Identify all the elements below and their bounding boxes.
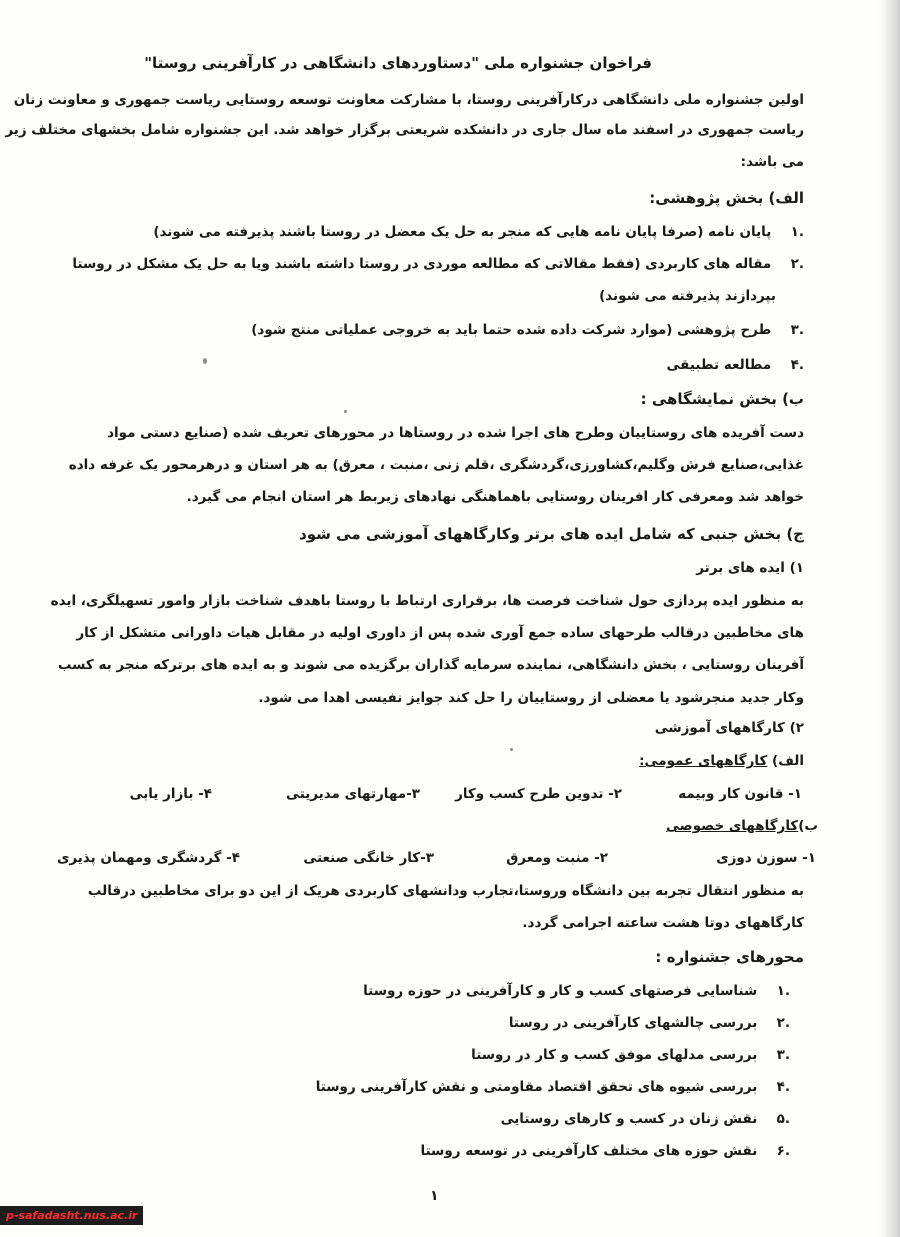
scan-speck [510, 748, 513, 751]
special-prefix: ب) [798, 818, 818, 834]
special-item-2: ۲- منبت ومعرق [506, 850, 608, 866]
research-item-number: .۲ [790, 256, 804, 272]
research-heading: الف) بخش پژوهشی: [649, 189, 804, 207]
ideas-line-1: به منظور ایده پردازی حول شناخت فرصت ها، برقراری ارتباط با روستا باهدف شناخت بازار وامور تسهیلگری، ایده [50, 593, 804, 609]
axes-item-number: .۱ [776, 983, 790, 999]
general-workshops-label [639, 750, 804, 772]
research-item-1 [153, 221, 804, 243]
axes-item-text: بررسی شیوه های تحقق اقتصاد مقاومتی و نقش کارآفرینی روستا [315, 1079, 758, 1095]
scan-speck [203, 358, 207, 364]
special-label: کارگاههای خصوصی [666, 818, 799, 834]
general-item-1: ۱- قانون کار وبیمه [678, 786, 802, 802]
axes-item-4 [316, 1076, 790, 1098]
research-item-3 [251, 319, 804, 341]
ideas-line-3: آفرینان روستایی ، بخش دانشگاهی، نماینده سرمایه گذاران برگزیده می شوند و به ایده های برترکه منجر به کسب [57, 657, 804, 673]
exhibition-heading: ب) بخش نمایشگاهی : [640, 390, 804, 408]
research-item-2-continued: بپردازند پذیرفته می شوند) [599, 288, 776, 304]
general-item-2: ۲- تدوین طرح کسب وکار [455, 786, 622, 802]
research-item-text: مطالعه تطبیقی [666, 357, 772, 373]
ideas-heading: ۱) ایده های برتر [696, 560, 804, 576]
research-item-number: .۴ [790, 357, 804, 373]
exhibition-line-2: غذایی،صنایع فرش وگلیم،کشاورزی،گردشگری ،قلم زنی ،منبت ، معرق) به هر استان و درهرمحور یک غرفه داده [68, 457, 804, 473]
scan-speck [344, 410, 347, 413]
axes-item-number: .۴ [776, 1079, 790, 1095]
ideas-line-2: های مخاطبین درقالب طرحهای ساده جمع آوری شده پس از داوری اولیه در مقابل هیات داورانی متشکل از کار [76, 625, 804, 641]
research-item-number: .۱ [790, 224, 804, 240]
axes-item-1 [363, 980, 790, 1002]
axes-item-number: .۲ [776, 1015, 790, 1031]
side-heading: ج) بخش جنبی که شامل ایده های برتر وکارگاههای آموزشی می شود [299, 525, 804, 543]
axes-item-text: بررسی چالشهای کارآفرینی در روستا [508, 1015, 758, 1031]
axes-item-number: .۳ [776, 1047, 790, 1063]
closing-line-2: کارگاههای دوتا هشت ساعته اجرامی گردد. [522, 915, 804, 931]
axes-item-text: نقش حوزه های مختلف کارآفرینی در توسعه روستا [420, 1143, 758, 1159]
general-item-3: ۳-مهارتهای مدیریتی [286, 786, 420, 802]
general-prefix: الف) [772, 753, 804, 769]
research-item-text: پایان نامه (صرفا پایان نامه هایی که منجر به حل یک معضل در روستا باشند پذیرفته می شوند) [153, 224, 772, 240]
scan-edge-shadow [878, 0, 900, 1237]
closing-line-1: به منظور انتقال تجربه بین دانشگاه وروستا،تجارب ودانشهای کاربردی هریک از این دو برای مخاطبین درقالب [87, 883, 804, 899]
research-item-number: .۳ [790, 322, 804, 338]
ideas-line-4: وکار جدید منجرشود یا معضلی از روستاییان را حل کند جوایز نفیسی اهدا می شود. [258, 690, 804, 706]
axes-item-text: بررسی مدلهای موفق کسب و کار در روستا [471, 1047, 758, 1063]
special-workshops-label [666, 815, 818, 837]
axes-item-number: .۶ [776, 1143, 790, 1159]
intro-line-3: می باشد: [740, 154, 804, 170]
research-item-4 [667, 354, 804, 376]
research-item-2 [72, 253, 804, 275]
axes-item-6 [420, 1140, 790, 1162]
special-item-1: ۱- سوزن دوزی [716, 850, 816, 866]
axes-item-5 [501, 1108, 790, 1130]
page-title: فراخوان جشنواره ملی "دستاوردهای دانشگاهی در کارآفرینی روستا" [144, 54, 652, 72]
axes-item-number: .۵ [776, 1111, 790, 1127]
axes-item-text: شناسایی فرصتهای کسب و کار و کارآفرینی در حوزه روستا [363, 983, 758, 999]
general-label: کارگاههای عمومی: [639, 753, 768, 769]
axes-item-3 [471, 1044, 790, 1066]
page-number: ۱ [430, 1188, 439, 1204]
research-item-text: طرح پژوهشی (موارد شرکت داده شده حتما باید به خروجی عملیاتی منتج شود) [251, 322, 772, 338]
general-item-4: ۴- بازار یابی [129, 786, 212, 802]
exhibition-line-1: دست آفریده های روستاییان وطرح های اجرا شده در روستاها در محورهای تعریف شده (صنایع دستی مواد [107, 425, 804, 441]
site-url-watermark[interactable]: p-safadasht.nus.ac.ir [0, 1206, 143, 1225]
special-item-3: ۳-کار خانگی صنعتی [303, 850, 434, 866]
axes-item-text: نقش زنان در کسب و کارهای روستایی [500, 1111, 758, 1127]
special-item-4: ۴- گردشگری ومهمان پذیری [56, 850, 240, 866]
research-item-text: مقاله های کاربردی (فقط مقالاتی که مطالعه موردی در روستا داشته باشند ویا به حل یک مشکل در روستا [72, 256, 772, 272]
intro-line-1: اولین جشنواره ملی دانشگاهی درکارآفرینی روستا، با مشارکت معاونت توسعه روستایی ریاست جمهوری و معاونت زنان [13, 92, 804, 108]
exhibition-line-3: خواهد شد ومعرفی کار افرینان روستایی باهماهنگی نهادهای زیربط هر استان انجام می گیرد. [186, 489, 804, 505]
intro-line-2: ریاست جمهوری در اسفند ماه سال جاری در دانشکده شریعتی برگزار خواهد شد. این جشنواره شامل بخشهای مختلف زیر [5, 122, 804, 138]
axes-heading: محورهای جشنواره : [655, 948, 804, 966]
workshops-heading: ۲) کارگاههای آموزشی [654, 720, 804, 736]
axes-item-2 [509, 1012, 790, 1034]
